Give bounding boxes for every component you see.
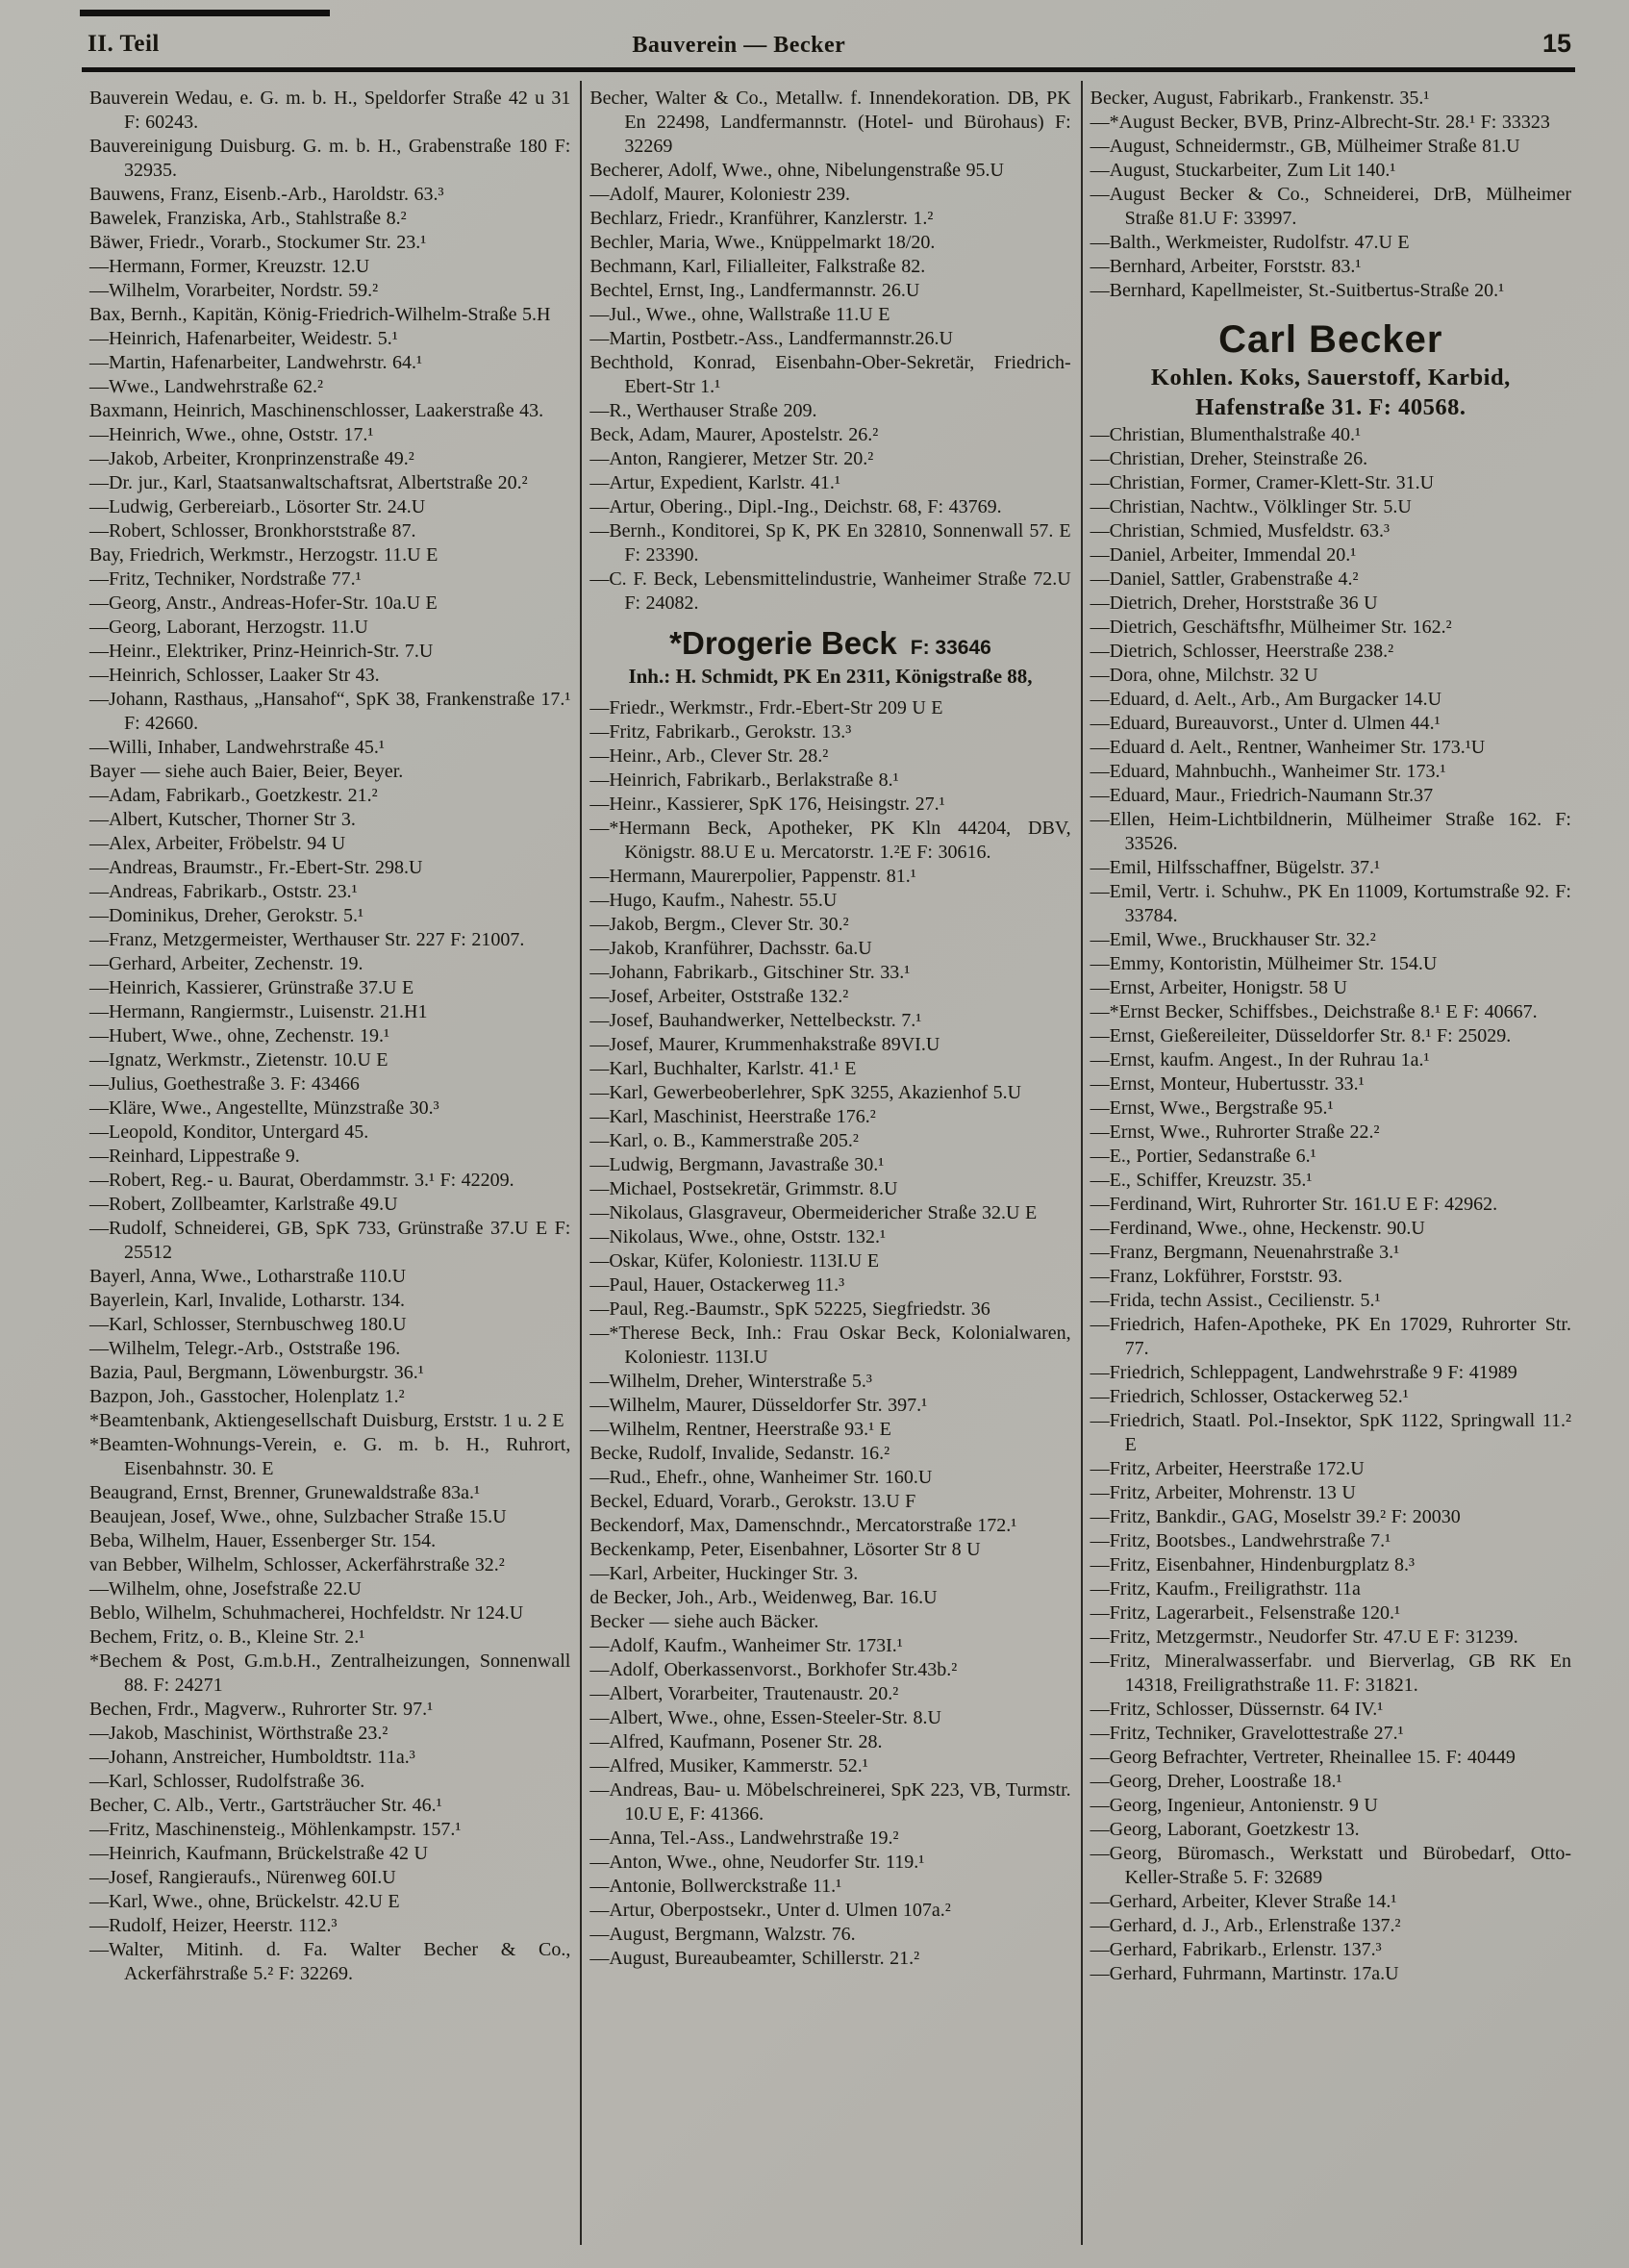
- directory-entry: —Johann, Anstreicher, Humboldtstr. 11a.³: [89, 1747, 415, 1768]
- directory-entry: —Eduard, Mahnbuchh., Wanheimer Str. 173.¹: [1090, 761, 1446, 782]
- directory-entry: —Anton, Rangierer, Metzer Str. 20.²: [589, 448, 874, 469]
- directory-entry: —Jul., Wwe., ohne, Wallstraße 11.U E: [589, 304, 890, 325]
- directory-entry: Bayerl, Anna, Wwe., Lotharstraße 110.U: [89, 1266, 407, 1287]
- directory-entry: —Josef, Arbeiter, Oststraße 132.²: [589, 986, 849, 1007]
- directory-entry: —Hermann, Rangiermstr., Luisenstr. 21.H1: [89, 1001, 428, 1022]
- directory-entry: —Wilhelm, Maurer, Düsseldorfer Str. 397.¹: [589, 1395, 928, 1416]
- directory-entry: —Willi, Inhaber, Landwehrstraße 45.¹: [89, 737, 385, 758]
- directory-entry: Becker, August, Fabrikarb., Frankenstr. 35.¹: [1090, 88, 1430, 109]
- directory-entry: Bechlarz, Friedr., Kranführer, Kanzlerstr. 1.²: [589, 208, 934, 229]
- directory-entry: —Albert, Kutscher, Thorner Str 3.: [89, 809, 356, 830]
- directory-entry: —Eduard, Bureauvorst., Unter d. Ulmen 44.¹: [1090, 713, 1441, 734]
- directory-entry: —Paul, Hauer, Ostackerweg 11.³: [589, 1274, 845, 1296]
- directory-entry: —Heinrich, Kaufmann, Brückelstraße 42 U: [89, 1843, 428, 1864]
- directory-entry: —Jakob, Maschinist, Wörthstraße 23.²: [89, 1723, 388, 1744]
- directory-entry: —Wilhelm, ohne, Josefstraße 22.U: [89, 1578, 362, 1600]
- directory-entry: —Alfred, Kaufmann, Posener Str. 28.: [589, 1731, 883, 1752]
- directory-entry: —Fritz, Arbeiter, Mohrenstr. 13 U: [1090, 1482, 1356, 1503]
- directory-entry: —Karl, Schlosser, Sternbuschweg 180.U: [89, 1314, 407, 1335]
- directory-entry: —Friedrich, Schlosser, Ostackerweg 52.¹: [1090, 1386, 1409, 1407]
- directory-entry: —Robert, Schlosser, Bronkhorststraße 87.: [89, 520, 416, 542]
- directory-entry: —Rudolf, Heizer, Heerstr. 112.³: [89, 1915, 338, 1936]
- directory-entry: —Anton, Wwe., ohne, Neudorfer Str. 119.¹: [589, 1852, 925, 1873]
- directory-entry: —Fritz, Bankdir., GAG, Moselstr 39.² F: 20030: [1090, 1506, 1461, 1527]
- directory-entry: —Ernst, kaufm. Angest., In der Ruhrau 1a.¹: [1090, 1049, 1430, 1071]
- directory-entry: —Ludwig, Gerbereiarb., Lösorter Str. 24.U: [89, 496, 426, 517]
- advertisement: Inh.: H. Schmidt, PK En 2311, Königstraße 88,: [628, 665, 1033, 688]
- directory-entry: Bazpon, Joh., Gasstocher, Holenplatz 1.²: [89, 1386, 405, 1407]
- directory-columns: [82, 81, 1581, 2245]
- directory-entry: —Ferdinand, Wwe., ohne, Heckenstr. 90.U: [1090, 1218, 1425, 1239]
- directory-entry: —Daniel, Arbeiter, Immendal 20.¹: [1090, 544, 1357, 566]
- directory-entry: van Bebber, Wilhelm, Schlosser, Ackerfährstraße 32.²: [89, 1554, 505, 1575]
- directory-entry: —*August Becker, BVB, Prinz-Albrecht-Str. 28.¹ F: 33323: [1090, 112, 1550, 133]
- directory-entry: —Gerhard, Arbeiter, Klever Straße 14.¹: [1090, 1891, 1397, 1912]
- directory-entry: —Heinr., Kassierer, SpK 176, Heisingstr. 27.¹: [589, 794, 945, 815]
- directory-entry: —Dora, ohne, Milchstr. 32 U: [1090, 665, 1318, 686]
- directory-entry: —Johann, Fabrikarb., Gitschiner Str. 33.¹: [589, 962, 911, 983]
- directory-entry: —Friedrich, Schleppagent, Landwehrstraße 9 F: 41989: [1090, 1362, 1517, 1383]
- section-label: II. Teil: [88, 31, 160, 57]
- directory-entry: —Christian, Former, Cramer-Klett-Str. 31.U: [1090, 472, 1435, 493]
- directory-entry: Bechen, Frdr., Magverw., Ruhrorter Str. 97.¹: [89, 1699, 434, 1720]
- directory-entry: —Georg Befrachter, Vertreter, Rheinallee 15. F: 40449: [1090, 1747, 1516, 1768]
- column-1: [82, 81, 580, 2245]
- directory-entry: —Ignatz, Werkmstr., Zietenstr. 10.U E: [89, 1049, 388, 1071]
- directory-entry: —Christian, Dreher, Steinstraße 26.: [1090, 448, 1368, 469]
- directory-entry: —Reinhard, Lippestraße 9.: [89, 1146, 300, 1167]
- directory-entry: —C. F. Beck, Lebensmittelindustrie, Wanheimer Straße 72.U F: 24082.: [589, 568, 1071, 614]
- directory-entry: —Martin, Hafenarbeiter, Landwehrstr. 64.¹: [89, 352, 423, 373]
- directory-entry: —Jakob, Kranführer, Dachsstr. 6a.U: [589, 938, 872, 959]
- directory-entry: —Dr. jur., Karl, Staatsanwaltschaftsrat, Albertstraße 20.²: [89, 472, 528, 493]
- directory-entry: —Hugo, Kaufm., Nahestr. 55.U: [589, 890, 838, 911]
- directory-entry: —Johann, Rasthaus, „Hansahof“, SpK 38, Frankenstraße 17.¹ F: 42660.: [89, 689, 571, 734]
- advertisement: *Drogerie Beck F: 33646: [669, 625, 991, 661]
- directory-entry: —Eduard d. Aelt., Rentner, Wanheimer Str. 173.¹U: [1090, 737, 1486, 758]
- directory-entry: —Artur, Obering., Dipl.-Ing., Deichstr. 68, F: 43769.: [589, 496, 1002, 517]
- directory-entry: —Fritz, Techniker, Gravelottestraße 27.¹: [1090, 1723, 1404, 1744]
- directory-entry: —Heinrich, Schlosser, Laaker Str 43.: [89, 665, 380, 686]
- directory-entry: —Julius, Goethestraße 3. F: 43466: [89, 1073, 360, 1095]
- directory-entry: —Fritz, Bootsbes., Landwehrstraße 7.¹: [1090, 1530, 1391, 1551]
- directory-entry: —Ernst, Arbeiter, Honigstr. 58 U: [1090, 977, 1347, 998]
- advertisement: Hafenstraße 31. F: 40568.: [1195, 394, 1466, 420]
- directory-entry: —Jakob, Bergm., Clever Str. 30.²: [589, 914, 849, 935]
- directory-entry: —Gerhard, Fuhrmann, Martinstr. 17a.U: [1090, 1963, 1399, 1984]
- directory-entry: —Friedrich, Staatl. Pol.-Insektor, SpK 1122, Springwall 11.² E: [1090, 1410, 1571, 1455]
- directory-entry: —Ernst, Wwe., Ruhrorter Straße 22.²: [1090, 1121, 1380, 1143]
- directory-entry: —Heinrich, Kassierer, Grünstraße 37.U E: [89, 977, 414, 998]
- directory-entry: —Bernhard, Kapellmeister, St.-Suitbertus-Straße 20.¹: [1090, 280, 1505, 301]
- directory-entry: Bauwens, Franz, Eisenb.-Arb., Haroldstr. 63.³: [89, 184, 444, 205]
- directory-entry: —Artur, Oberpostsekr., Unter d. Ulmen 107a.²: [589, 1900, 951, 1921]
- directory-entry: —Fritz, Maschinensteig., Möhlenkampstr. 157.¹: [89, 1819, 462, 1840]
- directory-entry: —Josef, Maurer, Krummenhakstraße 89VI.U: [589, 1034, 940, 1055]
- directory-entry: —Wilhelm, Vorarbeiter, Nordstr. 59.²: [89, 280, 379, 301]
- directory-entry: —Heinrich, Wwe., ohne, Oststr. 17.¹: [89, 424, 374, 445]
- directory-entry: —Gerhard, d. J., Arb., Erlenstraße 137.²: [1090, 1915, 1401, 1936]
- directory-entry: —Franz, Lokführer, Forststr. 93.: [1090, 1266, 1342, 1287]
- header-rule: [82, 67, 1575, 72]
- directory-entry: —E., Portier, Sedanstraße 6.¹: [1090, 1146, 1316, 1167]
- directory-entry: —Wilhelm, Telegr.-Arb., Oststraße 196.: [89, 1338, 401, 1359]
- directory-entry: —Georg, Anstr., Andreas-Hofer-Str. 10a.U E: [89, 592, 438, 614]
- directory-entry: —Walter, Mitinh. d. Fa. Walter Becher & Co., Ackerfährstraße 5.² F: 32269.: [89, 1939, 571, 1984]
- directory-entry: Beckenkamp, Peter, Eisenbahner, Lösorter Str 8 U: [589, 1539, 981, 1560]
- directory-entry: —Friedrich, Hafen-Apotheke, PK En 17029, Ruhrorter Str. 77.: [1090, 1314, 1571, 1359]
- directory-entry: —Georg, Laborant, Herzogstr. 11.U: [89, 617, 368, 638]
- directory-entry: —Emmy, Kontoristin, Mülheimer Str. 154.U: [1090, 953, 1438, 974]
- directory-entry: —Paul, Reg.-Baumstr., SpK 52225, Siegfriedstr. 36: [589, 1298, 990, 1320]
- directory-entry: Bäwer, Friedr., Vorarb., Stockumer Str. 23.¹: [89, 232, 427, 253]
- directory-entry: —Heinrich, Fabrikarb., Berlakstraße 8.¹: [589, 769, 899, 791]
- directory-entry: —Daniel, Sattler, Grabenstraße 4.²: [1090, 568, 1359, 590]
- directory-entry: —Ernst, Gießereileiter, Düsseldorfer Str. 8.¹ F: 25029.: [1090, 1025, 1512, 1046]
- directory-entry: —E., Schiffer, Kreuzstr. 35.¹: [1090, 1170, 1313, 1191]
- directory-entry: Beckel, Eduard, Vorarb., Gerokstr. 13.U F: [589, 1491, 916, 1512]
- directory-entry: Becke, Rudolf, Invalide, Sedanstr. 16.²: [589, 1443, 890, 1464]
- directory-entry: —Karl, Maschinist, Heerstraße 176.²: [589, 1106, 876, 1127]
- directory-entry: —August, Bureaubeamter, Schillerstr. 21.²: [589, 1948, 920, 1969]
- directory-entry: —Jakob, Arbeiter, Kronprinzenstraße 49.²: [89, 448, 414, 469]
- directory-entry: —Adolf, Maurer, Koloniestr 239.: [589, 184, 850, 205]
- directory-entry: —Emil, Wwe., Bruckhauser Str. 32.²: [1090, 929, 1376, 950]
- directory-entry: —Robert, Reg.- u. Baurat, Oberdammstr. 3.¹ F: 42209.: [89, 1170, 514, 1191]
- directory-entry: —Alex, Arbeiter, Fröbelstr. 94 U: [89, 833, 346, 854]
- directory-entry: —Georg, Dreher, Loostraße 18.¹: [1090, 1771, 1342, 1792]
- advertisement: Carl Becker: [1218, 318, 1443, 361]
- directory-entry: —Eduard, Maur., Friedrich-Naumann Str.37: [1090, 785, 1434, 806]
- directory-entry: —August, Schneidermstr., GB, Mülheimer Straße 81.U: [1090, 136, 1520, 157]
- directory-entry: —*Ernst Becker, Schiffsbes., Deichstraße 8.¹ E F: 40667.: [1090, 1001, 1538, 1022]
- directory-entry: —Antonie, Bollwerckstraße 11.¹: [589, 1876, 842, 1897]
- directory-entry: —Dominikus, Dreher, Gerokstr. 5.¹: [89, 905, 363, 926]
- directory-entry: Beblo, Wilhelm, Schuhmacherei, Hochfeldstr. Nr 124.U: [89, 1602, 524, 1624]
- directory-entry: —Nikolaus, Glasgraveur, Obermeidericher Straße 32.U E: [589, 1202, 1038, 1223]
- directory-entry: —Friedr., Werkmstr., Frdr.-Ebert-Str 209 U E: [589, 697, 943, 718]
- directory-entry: —Bernh., Konditorei, Sp K, PK En 32810, Sonnenwall 57. E F: 23390.: [589, 520, 1071, 566]
- directory-entry: —Wilhelm, Rentner, Heerstraße 93.¹ E: [589, 1419, 891, 1440]
- directory-entry: —Christian, Schmied, Musfeldstr. 63.³: [1090, 520, 1391, 542]
- directory-entry: Beck, Adam, Maurer, Apostelstr. 26.²: [589, 424, 879, 445]
- directory-entry: —Fritz, Metzgermstr., Neudorfer Str. 47.U E F: 31239.: [1090, 1626, 1518, 1648]
- directory-entry: Baxmann, Heinrich, Maschinenschlosser, Laakerstraße 43.: [89, 400, 544, 421]
- directory-entry: Beaujean, Josef, Wwe., ohne, Sulzbacher Straße 15.U: [89, 1506, 507, 1527]
- directory-entry: —Emil, Hilfsschaffner, Bügelstr. 37.¹: [1090, 857, 1380, 878]
- directory-entry: Becker — siehe auch Bäcker.: [589, 1611, 819, 1632]
- directory-entry: —Alfred, Musiker, Kammerstr. 52.¹: [589, 1755, 868, 1777]
- page-edge-mark: [80, 10, 330, 16]
- directory-entry: —Georg, Ingenieur, Antonienstr. 9 U: [1090, 1795, 1378, 1816]
- directory-entry: —Leopold, Konditor, Untergard 45.: [89, 1121, 369, 1143]
- directory-entry: —Gerhard, Arbeiter, Zechenstr. 19.: [89, 953, 363, 974]
- directory-entry: —Michael, Postsekretär, Grimmstr. 8.U: [589, 1178, 898, 1199]
- column-2: [580, 81, 1080, 2245]
- directory-entry: —Hubert, Wwe., ohne, Zechenstr. 19.¹: [89, 1025, 389, 1046]
- directory-entry: —Georg, Büromasch., Werkstatt und Bürobedarf, Otto-Keller-Straße 5. F: 32689: [1090, 1843, 1571, 1888]
- page-title: Bauverein — Becker: [632, 33, 846, 58]
- directory-entry: Becher, Walter & Co., Metallw. f. Innendekoration. DB, PK En 22498, Landfermannstr. (Hotel- und Bürohaus) F: 32269: [589, 88, 1071, 157]
- directory-entry: Bechler, Maria, Wwe., Knüppelmarkt 18/20.: [589, 232, 936, 253]
- directory-entry: Bawelek, Franziska, Arb., Stahlstraße 8.²: [89, 208, 407, 229]
- directory-entry: —Karl, Schlosser, Rudolfstraße 36.: [89, 1771, 365, 1792]
- directory-entry: —Georg, Laborant, Goetzkestr 13.: [1090, 1819, 1360, 1840]
- directory-entry: —Dietrich, Geschäftsfhr, Mülheimer Str. 162.²: [1090, 617, 1452, 638]
- directory-entry: —*Therese Beck, Inh.: Frau Oskar Beck, Kolonialwaren, Koloniestr. 113I.U: [589, 1323, 1071, 1368]
- directory-entry: —R., Werthauser Straße 209.: [589, 400, 817, 421]
- page-number: 15: [1541, 29, 1571, 58]
- advertisement: Kohlen. Koks, Sauerstoff, Karbid,: [1150, 365, 1511, 391]
- directory-entry: —Dietrich, Schlosser, Heerstraße 238.²: [1090, 641, 1394, 662]
- directory-entry: Beaugrand, Ernst, Brenner, Grunewaldstraße 83a.¹: [89, 1482, 480, 1503]
- directory-entry: —August Becker & Co., Schneiderei, DrB, Mülheimer Straße 81.U F: 33997.: [1090, 184, 1571, 229]
- directory-entry: —Martin, Postbetr.-Ass., Landfermannstr.26.U: [589, 328, 953, 349]
- directory-entry: —Ellen, Heim-Lichtbildnerin, Mülheimer Straße 162. F: 33526.: [1090, 809, 1571, 854]
- directory-entry: Bauverein Wedau, e. G. m. b. H., Speldorfer Straße 42 u 31 F: 60243.: [89, 88, 571, 133]
- directory-entry: —Ernst, Monteur, Hubertusstr. 33.¹: [1090, 1073, 1365, 1095]
- directory-entry: *Bechem & Post, G.m.b.H., Zentralheizungen, Sonnenwall 88. F: 24271: [89, 1651, 571, 1696]
- directory-entry: —Nikolaus, Wwe., ohne, Oststr. 132.¹: [589, 1226, 886, 1247]
- directory-entry: —Emil, Vertr. i. Schuhw., PK En 11009, Kortumstraße 92. F: 33784.: [1090, 881, 1571, 926]
- directory-entry: —Christian, Blumenthalstraße 40.¹: [1090, 424, 1362, 445]
- directory-entry: —Rudolf, Schneiderei, GB, SpK 733, Grünstraße 37.U E F: 25512: [89, 1218, 571, 1263]
- directory-entry: —Karl, Arbeiter, Huckinger Str. 3.: [589, 1563, 859, 1584]
- directory-entry: —Bernhard, Arbeiter, Forststr. 83.¹: [1090, 256, 1362, 277]
- directory-entry: Bauvereinigung Duisburg. G. m. b. H., Grabenstraße 180 F: 32935.: [89, 136, 571, 181]
- directory-entry: —Fritz, Mineralwasserfabr. und Bierverlag, GB RK En 14318, Freiligrathstraße 11. F: 31821.: [1090, 1651, 1571, 1696]
- directory-entry: —Heinrich, Hafenarbeiter, Weidestr. 5.¹: [89, 328, 398, 349]
- directory-entry: —Robert, Zollbeamter, Karlstraße 49.U: [89, 1194, 398, 1215]
- directory-entry: —Franz, Bergmann, Neuenahrstraße 3.¹: [1090, 1242, 1400, 1263]
- directory-entry: —Franz, Metzgermeister, Werthauser Str. 227 F: 21007.: [89, 929, 525, 950]
- directory-entry: —Adolf, Oberkassenvorst., Borkhofer Str.43b.²: [589, 1659, 958, 1680]
- directory-entry: —Fritz, Lagerarbeit., Felsenstraße 120.¹: [1090, 1602, 1401, 1624]
- directory-entry: —Fritz, Fabrikarb., Gerokstr. 13.³: [589, 721, 852, 743]
- directory-entry: —Hermann, Maurerpolier, Pappenstr. 81.¹: [589, 866, 916, 887]
- directory-entry: —Fritz, Arbeiter, Heerstraße 172.U: [1090, 1458, 1365, 1479]
- directory-entry: Bax, Bernh., Kapitän, König-Friedrich-Wilhelm-Straße 5.H: [89, 304, 551, 325]
- directory-entry: Bayer — siehe auch Baier, Beier, Beyer.: [89, 761, 404, 782]
- directory-entry: —Gerhard, Fabrikarb., Erlenstr. 137.³: [1090, 1939, 1382, 1960]
- directory-entry: —Eduard, d. Aelt., Arb., Am Burgacker 14.U: [1090, 689, 1442, 710]
- directory-entry: Bayerlein, Karl, Invalide, Lotharstr. 134.: [89, 1290, 406, 1311]
- directory-entry: *Beamten-Wohnungs-Verein, e. G. m. b. H., Ruhrort, Eisenbahnstr. 30. E: [89, 1434, 571, 1479]
- directory-entry: de Becker, Joh., Arb., Weidenweg, Bar. 16.U: [589, 1587, 938, 1608]
- directory-entry: —Wilhelm, Dreher, Winterstraße 5.³: [589, 1371, 872, 1392]
- directory-entry: —August, Bergmann, Walzstr. 76.: [589, 1924, 856, 1945]
- directory-entry: —Artur, Expedient, Karlstr. 41.¹: [589, 472, 840, 493]
- directory-entry: Beba, Wilhelm, Hauer, Essenberger Str. 154.: [89, 1530, 437, 1551]
- directory-entry: Bechthold, Konrad, Eisenbahn-Ober-Sekretär, Friedrich-Ebert-Str 1.¹: [589, 352, 1071, 397]
- directory-entry: —Fritz, Schlosser, Düssernstr. 64 IV.¹: [1090, 1699, 1384, 1720]
- directory-entry: —*Hermann Beck, Apotheker, PK Kln 44204, DBV, Königstr. 88.U E u. Mercatorstr. 1.²E F: 30616.: [589, 818, 1071, 863]
- directory-entry: —Karl, o. B., Kammerstraße 205.²: [589, 1130, 859, 1151]
- directory-entry: —Adam, Fabrikarb., Goetzkestr. 21.²: [89, 785, 378, 806]
- directory-entry: —Ludwig, Bergmann, Javastraße 30.¹: [589, 1154, 885, 1175]
- directory-entry: —Albert, Wwe., ohne, Essen-Steeler-Str. 8.U: [589, 1707, 941, 1728]
- directory-entry: Bechtel, Ernst, Ing., Landfermannstr. 26.U: [589, 280, 920, 301]
- directory-entry: —Oskar, Küfer, Koloniestr. 113I.U E: [589, 1250, 880, 1272]
- directory-entry: Bazia, Paul, Bergmann, Löwenburgstr. 36.¹: [89, 1362, 424, 1383]
- directory-entry: —Fritz, Kaufm., Freiligrathstr. 11a: [1090, 1578, 1361, 1600]
- directory-entry: —Dietrich, Dreher, Horststraße 36 U: [1090, 592, 1378, 614]
- directory-entry: —Frida, techn Assist., Cecilienstr. 5.¹: [1090, 1290, 1381, 1311]
- directory-entry: —Heinr., Arb., Clever Str. 28.²: [589, 745, 829, 767]
- directory-entry: *Beamtenbank, Aktiengesellschaft Duisburg, Erststr. 1 u. 2 E: [89, 1410, 564, 1431]
- directory-entry: —Andreas, Bau- u. Möbelschreinerei, SpK 223, VB, Turmstr. 10.U E, F: 41366.: [589, 1779, 1071, 1825]
- directory-entry: —Anna, Tel.-Ass., Landwehrstraße 19.²: [589, 1827, 899, 1849]
- directory-entry: —Karl, Wwe., ohne, Brückelstr. 42.U E: [89, 1891, 400, 1912]
- directory-entry: —Albert, Vorarbeiter, Trautenaustr. 20.²: [589, 1683, 899, 1704]
- page-header: [82, 31, 1575, 63]
- directory-entry: —Wwe., Landwehrstraße 62.²: [89, 376, 324, 397]
- directory-entry: Becherer, Adolf, Wwe., ohne, Nibelungenstraße 95.U: [589, 160, 1004, 181]
- directory-entry: Bechem, Fritz, o. B., Kleine Str. 2.¹: [89, 1626, 365, 1648]
- directory-entry: —Josef, Rangieraufs., Nürenweg 60I.U: [89, 1867, 396, 1888]
- directory-entry: —Josef, Bauhandwerker, Nettelbeckstr. 7.¹: [589, 1010, 922, 1031]
- directory-entry: —Ernst, Wwe., Bergstraße 95.¹: [1090, 1097, 1334, 1119]
- directory-entry: —Heinr., Elektriker, Prinz-Heinrich-Str. 7.U: [89, 641, 434, 662]
- directory-entry: —Fritz, Eisenbahner, Hindenburgplatz 8.³: [1090, 1554, 1416, 1575]
- directory-entry: —Balth., Werkmeister, Rudolfstr. 47.U E: [1090, 232, 1410, 253]
- directory-entry: —Adolf, Kaufm., Wanheimer Str. 173I.¹: [589, 1635, 903, 1656]
- directory-entry: —Hermann, Former, Kreuzstr. 12.U: [89, 256, 370, 277]
- directory-entry: —Kläre, Wwe., Angestellte, Münzstraße 30.³: [89, 1097, 439, 1119]
- directory-entry: —August, Stuckarbeiter, Zum Lit 140.¹: [1090, 160, 1396, 181]
- directory-entry: —Karl, Buchhalter, Karlstr. 41.¹ E: [589, 1058, 857, 1079]
- directory-entry: —Karl, Gewerbeoberlehrer, SpK 3255, Akazienhof 5.U: [589, 1082, 1022, 1103]
- directory-entry: —Andreas, Fabrikarb., Oststr. 23.¹: [89, 881, 358, 902]
- directory-entry: —Christian, Nachtw., Völklinger Str. 5.U: [1090, 496, 1412, 517]
- directory-entry: Becher, C. Alb., Vertr., Gartsträucher Str. 46.¹: [89, 1795, 442, 1816]
- column-3: [1081, 81, 1581, 2245]
- directory-entry: Bechmann, Karl, Filialleiter, Falkstraße 82.: [589, 256, 926, 277]
- directory-entry: —Rud., Ehefr., ohne, Wanheimer Str. 160.U: [589, 1467, 933, 1488]
- directory-entry: Bay, Friedrich, Werkmstr., Herzogstr. 11.U E: [89, 544, 439, 566]
- directory-entry: —Andreas, Braumstr., Fr.-Ebert-Str. 298.U: [89, 857, 423, 878]
- directory-entry: —Ferdinand, Wirt, Ruhrorter Str. 161.U E F: 42962.: [1090, 1194, 1498, 1215]
- directory-entry: Beckendorf, Max, Damenschndr., Mercatorstraße 172.¹: [589, 1515, 1017, 1536]
- directory-entry: —Fritz, Techniker, Nordstraße 77.¹: [89, 568, 362, 590]
